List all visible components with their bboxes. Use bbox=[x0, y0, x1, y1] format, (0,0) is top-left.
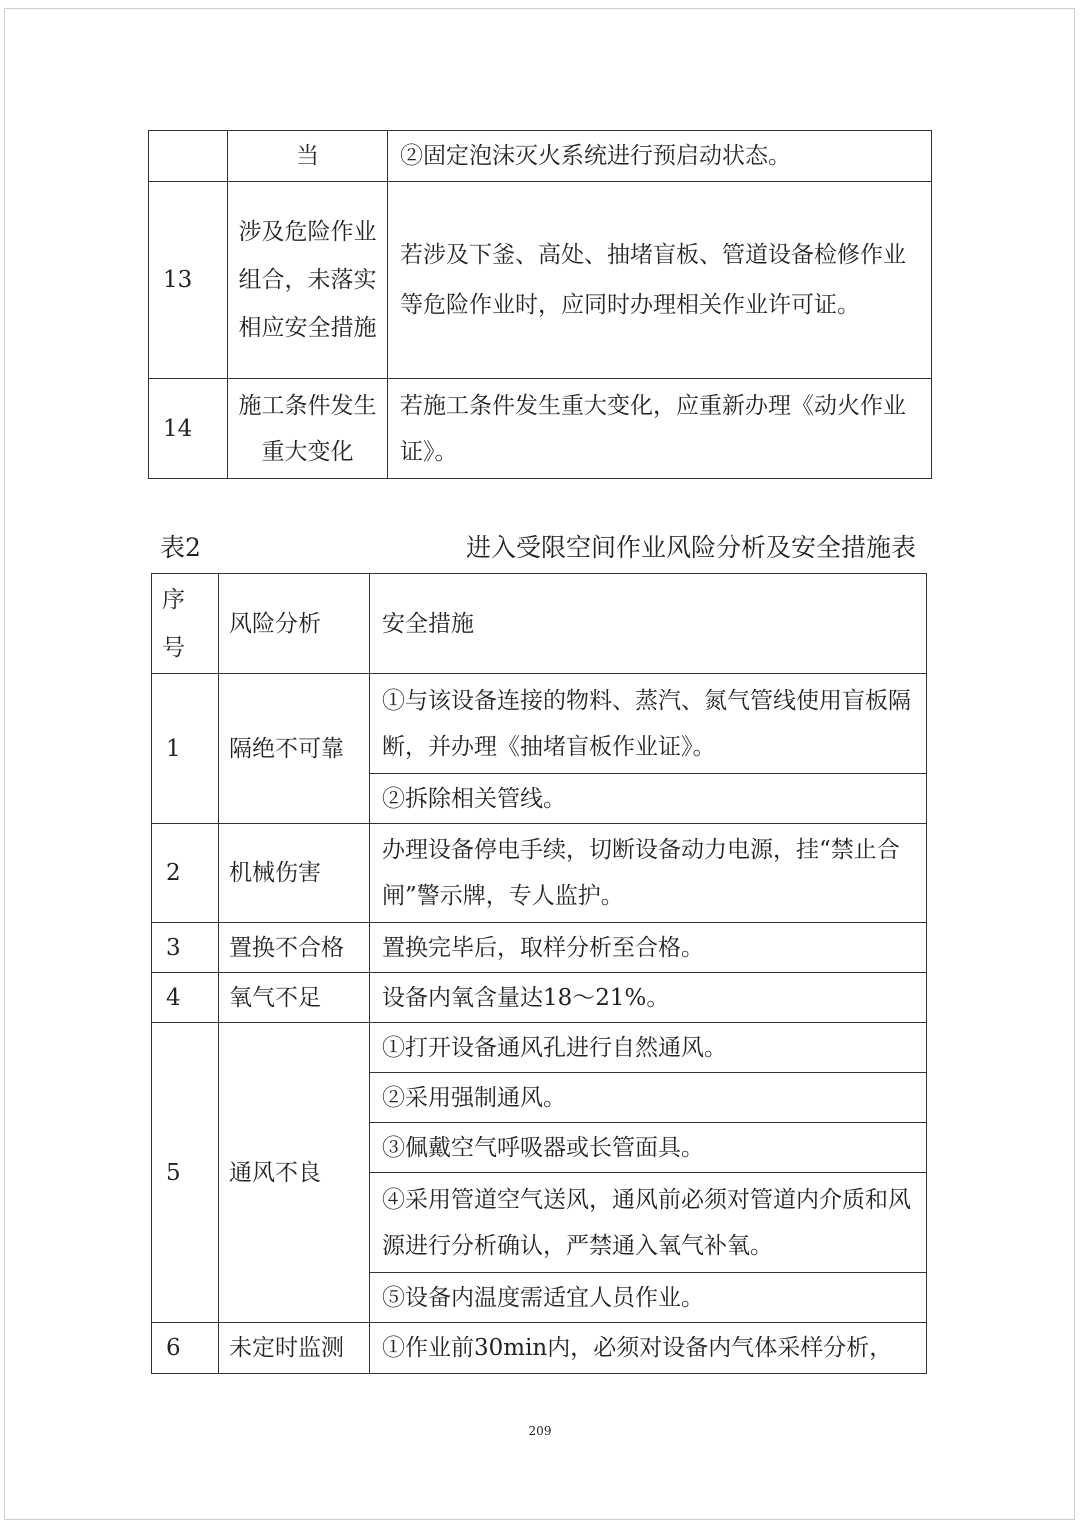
safety-measure-cell: ③佩戴空气呼吸器或长管面具。 bbox=[370, 1123, 927, 1173]
safety-measure-cell: ④采用管道空气送风，通风前必须对管道内介质和风源进行分析确认，严禁通入氧气补氧。 bbox=[370, 1173, 927, 1273]
table-row bbox=[152, 824, 927, 923]
row-number: 6 bbox=[152, 1323, 219, 1374]
row-number: 14 bbox=[149, 379, 228, 479]
safety-measure-cell: ①与该设备连接的物料、蒸汽、氮气管线使用盲板隔断，并办理《抽堵盲板作业证》。 bbox=[370, 674, 927, 774]
safety-measure-cell: 若施工条件发生重大变化，应重新办理《动火作业证》。 bbox=[388, 379, 932, 479]
risk-analysis-cell: 通风不良 bbox=[219, 1023, 370, 1323]
risk-analysis-cell: 涉及危险作业组合，未落实相应安全措施 bbox=[228, 182, 388, 379]
row-number: 3 bbox=[152, 923, 219, 973]
risk-analysis-cell: 施工条件发生重大变化 bbox=[228, 379, 388, 479]
column-header-number bbox=[152, 574, 219, 674]
table-row bbox=[152, 674, 927, 774]
row-number: 5 bbox=[152, 1023, 219, 1323]
risk-analysis-cell: 置换不合格 bbox=[219, 923, 370, 973]
table-row bbox=[152, 1323, 927, 1374]
safety-measure-cell: ②拆除相关管线。 bbox=[370, 774, 927, 824]
row-number: 4 bbox=[152, 973, 219, 1023]
row-number: 2 bbox=[152, 824, 219, 923]
column-header-measure: 安全措施 bbox=[370, 574, 927, 674]
confined-space-risk-table bbox=[151, 573, 927, 1374]
header-number-line2: 号 bbox=[162, 634, 185, 661]
page-number: 209 bbox=[528, 1424, 552, 1438]
risk-analysis-cell: 隔绝不可靠 bbox=[219, 674, 370, 824]
risk-analysis-cell: 机械伤害 bbox=[219, 824, 370, 923]
table-label: 表2 bbox=[160, 533, 201, 562]
fire-work-risk-table bbox=[148, 130, 932, 479]
table-row bbox=[149, 379, 932, 479]
column-header-risk: 风险分析 bbox=[219, 574, 370, 674]
table-title: 进入受限空间作业风险分析及安全措施表 bbox=[465, 533, 916, 562]
row-number: 13 bbox=[149, 182, 228, 379]
safety-measure-cell: ②采用强制通风。 bbox=[370, 1073, 927, 1123]
safety-measure-cell: 办理设备停电手续，切断设备动力电源，挂“禁止合闸”警示牌，专人监护。 bbox=[370, 824, 927, 923]
row-number: 1 bbox=[152, 674, 219, 824]
table-row bbox=[152, 973, 927, 1023]
table-row bbox=[152, 923, 927, 973]
table-row bbox=[149, 182, 932, 379]
table-header-row bbox=[152, 574, 927, 674]
table-caption bbox=[160, 526, 916, 566]
safety-measure-cell: 设备内氧含量达18～21%。 bbox=[370, 973, 927, 1023]
risk-analysis-cell: 当 bbox=[228, 131, 388, 182]
risk-analysis-cell: 未定时监测 bbox=[219, 1323, 370, 1374]
header-number-line1: 序 bbox=[162, 586, 185, 613]
safety-measure-cell: ①作业前30min内，必须对设备内气体采样分析， bbox=[370, 1323, 927, 1374]
safety-measure-cell: 置换完毕后，取样分析至合格。 bbox=[370, 923, 927, 973]
safety-measure-cell: 若涉及下釜、高处、抽堵盲板、管道设备检修作业等危险作业时，应同时办理相关作业许可证。 bbox=[388, 182, 932, 379]
table-row bbox=[149, 131, 932, 182]
risk-analysis-cell: 氧气不足 bbox=[219, 973, 370, 1023]
safety-measure-cell: ⑤设备内温度需适宜人员作业。 bbox=[370, 1273, 927, 1323]
safety-measure-cell: ①打开设备通风孔进行自然通风。 bbox=[370, 1023, 927, 1073]
row-number bbox=[149, 131, 228, 182]
safety-measure-cell: ②固定泡沫灭火系统进行预启动状态。 bbox=[388, 131, 932, 182]
table-row bbox=[152, 1023, 927, 1073]
